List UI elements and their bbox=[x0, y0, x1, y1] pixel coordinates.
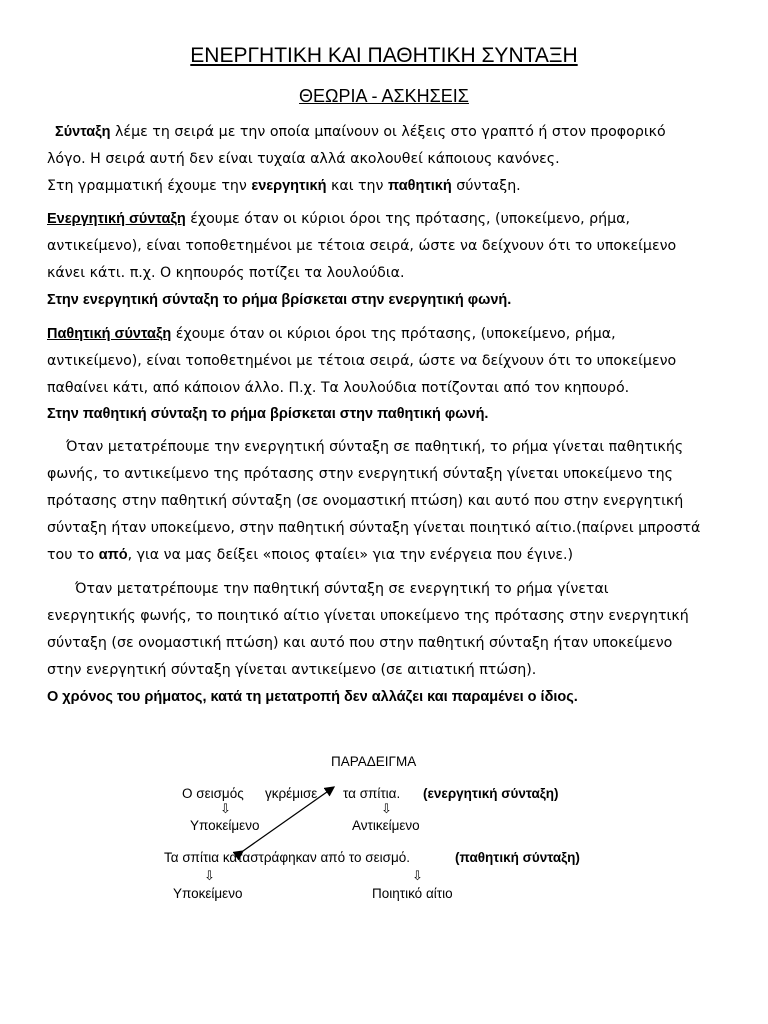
passive-text-1: έχουμε όταν οι κύριοι όροι της πρότασης, (υποκείμενο, ρήμα, bbox=[171, 326, 616, 342]
passive-rule: Στην παθητική σύνταξη το ρήμα βρίσκεται στην παθητική φωνή. bbox=[47, 406, 489, 422]
para2-line-4: στην ενεργητική σύνταξη γίνεται αντικείμενο (σε αιτιατική πτώση). bbox=[47, 662, 537, 678]
s1-subject-role: Υποκείμενο bbox=[190, 818, 260, 833]
term-active: ενεργητική bbox=[251, 178, 327, 194]
active-line-3: κάνει κάτι. π.χ. Ο κηπουρός ποτίζει τα λουλούδια. bbox=[47, 265, 405, 281]
s2-text: Τα σπίτια καταστράφηκαν από το σεισμό. bbox=[164, 850, 410, 865]
s1-object: τα σπίτια. bbox=[343, 786, 401, 801]
para2-rule: Ο χρόνος του ρήματος, κατά τη μετατροπή δεν αλλάζει και παραμένει ο ίδιος. bbox=[47, 689, 578, 705]
intro-text-3a: Στη γραμματική έχουμε την bbox=[47, 178, 252, 194]
arrow-down-icon: ⇩ bbox=[381, 802, 392, 817]
intro-text-3c: και την bbox=[326, 178, 388, 194]
arrow-down-icon: ⇩ bbox=[412, 869, 423, 884]
arrow-down-icon: ⇩ bbox=[220, 802, 231, 817]
para1-line-3: πρότασης στην παθητική σύνταξη (σε ονομαστική πτώση) και αυτό που στην ενεργητική bbox=[47, 493, 684, 509]
arrow-down-icon: ⇩ bbox=[204, 869, 215, 884]
active-line-2: αντικείμενο), είναι τοποθετημένοι με τέτοια σειρά, ώστε να δείχνουν ότι το υποκείμενο bbox=[47, 238, 677, 254]
passive-term: Παθητική σύνταξη bbox=[47, 326, 172, 342]
active-rule: Στην ενεργητική σύνταξη το ρήμα βρίσκεται στην ενεργητική φωνή. bbox=[47, 292, 512, 308]
object-to-subject-arrow bbox=[243, 787, 334, 851]
para1-text-5c: , για να μας δείξει «ποιος φταίει» για την ενέργεια που έγινε.) bbox=[127, 547, 574, 563]
term-passive: παθητική bbox=[388, 178, 452, 194]
word-apo: από bbox=[98, 547, 128, 563]
intro-text-1: λέμε τη σειρά με την οποία μπαίνουν οι λέξεις στο γραπτό ή στον προφορικό bbox=[110, 124, 666, 140]
s1-object-role: Αντικείμενο bbox=[352, 818, 420, 833]
passive-line-2: αντικείμενο), είναι τοποθετημένοι με τέτοια σειρά, ώστε να δείχνουν ότι το υποκείμενο bbox=[47, 353, 677, 369]
s2-agent-role: Ποιητικό αίτιο bbox=[372, 886, 453, 901]
intro-text-3e: σύνταξη. bbox=[451, 178, 521, 194]
s1-verb: γκρέμισε bbox=[265, 786, 318, 801]
para1-text-5a: του το bbox=[47, 547, 99, 563]
passive-line-3: παθαίνει κάτι, από κάποιον άλλο. Π.χ. Τα λουλούδια ποτίζονται από τον κηπουρό. bbox=[47, 380, 630, 396]
para2-line-2: ενεργητικής φωνής, το ποιητικό αίτιο γίνεται υποκείμενο της πρότασης στην ενεργητική bbox=[47, 608, 689, 624]
intro-line-2: λόγο. Η σειρά αυτή δεν είναι τυχαία αλλά ακολουθεί κάποιους κανόνες. bbox=[47, 151, 560, 167]
active-term: Ενεργητική σύνταξη bbox=[47, 211, 186, 227]
para2-line-3: σύνταξη (σε ονομαστική πτώση) και αυτό που στην παθητική σύνταξη ήταν υποκείμενο bbox=[47, 635, 673, 651]
s2-subject-role: Υποκείμενο bbox=[173, 886, 243, 901]
para2-line-1: Όταν μετατρέπουμε την παθητική σύνταξη σε ενεργητική το ρήμα γίνεται bbox=[75, 581, 609, 597]
para1-line-2: φωνής, το αντικείμενο της πρότασης στην ενεργητική σύνταξη γίνεται υποκείμενο της bbox=[47, 466, 673, 482]
page-subtitle: ΘΕΩΡΙΑ - ΑΣΚΗΣΕΙΣ bbox=[299, 86, 469, 106]
para1-line-1: Όταν μετατρέπουμε την ενεργητική σύνταξη σε παθητική, το ρήμα γίνεται παθητικής bbox=[66, 439, 684, 455]
example-heading: ΠΑΡΑΔΕΙΓΜΑ bbox=[331, 754, 417, 769]
active-text-1: έχουμε όταν οι κύριοι όροι της πρότασης, (υποκείμενο, ρήμα, bbox=[185, 211, 631, 227]
s1-label: (ενεργητική σύνταξη) bbox=[423, 786, 559, 801]
page-title: ΕΝΕΡΓΗΤΙΚΗ ΚΑΙ ΠΑΘΗΤΙΚΗ ΣΥΝΤΑΞΗ bbox=[190, 44, 578, 67]
s1-subject: Ο σεισμός bbox=[182, 786, 244, 801]
para1-line-4: σύνταξη ήταν υποκείμενο, στην παθητική σύνταξη γίνεται ποιητικό αίτιο.(παίρνει μπροστά bbox=[47, 520, 701, 536]
s2-label: (παθητική σύνταξη) bbox=[455, 850, 580, 865]
term-syntax: Σύνταξη bbox=[55, 124, 111, 140]
